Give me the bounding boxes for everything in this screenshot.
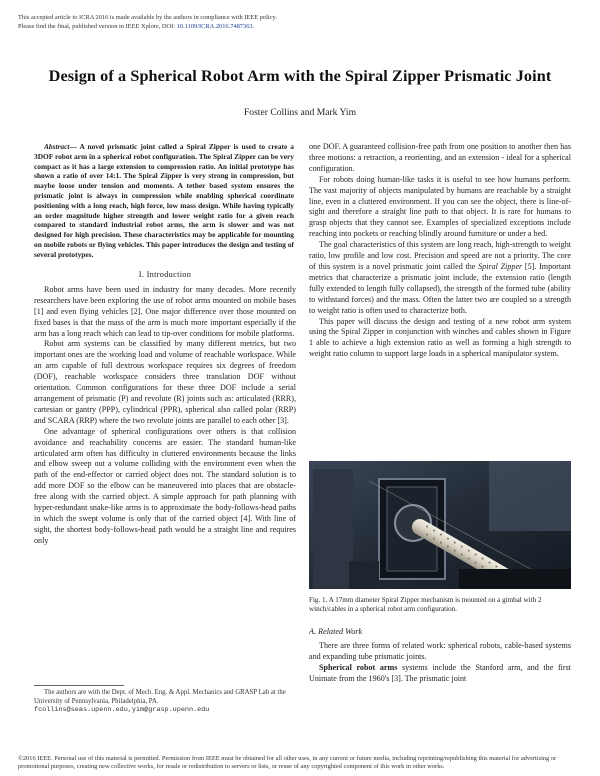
- related-paragraph-2-rest: systems include the Stanford arm, and the first Unimate from the 1960's [3]. The prismatic joint: [309, 662, 572, 683]
- figure-1-photo: [309, 461, 571, 589]
- figure-1-caption: Fig. 1. A 17mm diameter Spiral Zipper mechanism is mounted on a gimbal with 2 winch/cables in a spherical robot arm configuration.: [309, 596, 542, 613]
- paper-title: Design of a Spherical Robot Arm with the Spiral Zipper Prismatic Joint: [48, 67, 552, 85]
- publication-notice: [18, 13, 277, 31]
- author-footnote: [34, 685, 296, 715]
- copyright-footer: ©2016 IEEE. Personal use of this material is permitted. Permission from IEEE must be obtained for all other uses, in any current or future media, including reprinting/republishing this material for advertising or promotional purposes, creating new collective works, for resale or redistribution to servers or lists, or reuse of any copyrighted component of this work in other works.: [18, 755, 557, 771]
- right-paragraph-3-start: The goal characteristics of this system are long reach, high-strength to weight ratio, low profile and low cost. Precision and speed are not a priority. The core of this system is a novel prismatic joint called the: [309, 240, 571, 271]
- right-paragraph-1: one DOF. A guaranteed collision-free path from one position to another then has three motions: a retraction, a reorienting, and an extension - ideal for a spherical configuration.: [309, 142, 571, 173]
- right-paragraph-3-rest: [5]. Important metrics that characterize a prismatic joint include, the extension ratio (length fully extended to length fully collapsed), the strength of the formed tube (ability to withstand forces) and the mass. Often the latter two are coupled so a strength to weight ratio is often used to characterize both.: [309, 261, 571, 315]
- spherical-robot-arms-term: Spherical robot arms: [319, 662, 398, 672]
- subsection-related-work: A. Related Work: [309, 627, 363, 636]
- footnote-email[interactable]: fcollins@seas.upenn.edu,yim@grasp.upenn.edu: [34, 706, 210, 714]
- doi-link[interactable]: 10.1109/ICRA.2016.7487363.: [176, 23, 255, 30]
- notice-line-1: This accepted article to ICRA 2016 is made available by the authors in compliance with IEEE policy.: [18, 14, 277, 21]
- intro-paragraph-2: Robot arm systems can be classified by many different metrics, but two important ones are the working load and volume of reachable workspace. While an arm capable of full dextrous workspace requires six degrees of freedom (DOF), reachable workspace considers three translation DOF without orientation. Common configurations for these three DOF include a serial arrangement of prismatic (P) and revolute (R) joints such as: articulated (RRR), cartesian or gantry (PPP), cylindrical (PPR), spherical also called polar (RRP) and SCARA (RRP) where the two revolute joints are parallel to each other [3].: [34, 339, 296, 425]
- left-column: [34, 270, 296, 547]
- section-heading-introduction: I. Introduction: [138, 270, 192, 279]
- right-column: [309, 142, 571, 360]
- related-work-section: [309, 627, 571, 685]
- right-paragraph-3: [309, 240, 571, 316]
- robot-arm-photo-illustration: [309, 461, 571, 589]
- intro-paragraph-3: One advantage of spherical configurations over others is that collision avoidance and reachability concerns are easier. The standard human-like articulated arm often has difficulty in cluttered environments because the links and elbow sweep out a volume colliding with the environment even when the path of the end-effector or carried object does not. The standard solution is to add more DOF so the elbow can be maneuvered into places that are obstacle-free along with the carried object. A simple approach for path planning with hyper-redundant snake-like arms is to approximate the body-follows-head paths in which the swept volume is only that of the carried object [4]. With line of sight, the shortest body-follows-head path would be a straight line and requires only: [34, 426, 296, 545]
- notice-prefix: Please find the final, published version in IEEE Xplore, DOI:: [18, 23, 177, 30]
- related-paragraph-1: There are three forms of related work: spherical robots, cable-based systems and expanding tube prismatic joints.: [309, 640, 571, 661]
- spiral-zipper-term: Spiral Zipper: [478, 261, 523, 271]
- right-paragraph-4: This paper will discuss the design and testing of a new robot arm system using the Spiral Zipper in conjunction with winches and cables shown in Figure 1 able to achieve a high extension ratio as well as forming a high strength to weight ratio column to support large loads in a spherical manipulator system.: [309, 316, 571, 359]
- notice-line-2: [18, 22, 277, 31]
- related-paragraph-2: [309, 663, 571, 685]
- abstract-text: — A novel prismatic joint called a Spiral Zipper is used to create a 3DOF robot arm in a spherical robot configuration. The Spiral Zipper can be very compact as it has a large extension to compression ratio. An initial prototype has shown a ratio of over 14:1. The Spiral Zipper is very strong in compression, but maybe loose under tension and moments. A tether based system ensures the prismatic joint is always in compression while enabling spherical coordinate positioning with a long reach, high force, low mass design. While having typically an order magnitude higher strength and lower weight ratio for a given reach compared to standard industrial robot arms, the arm is slower and was not designed for high precision. These characteristics may be applicable for mounting on mobile robots or flying vehicles. This paper introduces the design and testing of several prototypes.: [34, 142, 294, 259]
- intro-paragraph-1: Robot arms have been used in industry for many decades. More recently researchers have been exploring the use of robot arms mounted on mobile bases [1] and even flying vehicles [2]. One major difference over those mounted on fixed bases is that the mass of the arm is much more important especially if the arm has a long reach which can lead to tip-over conditions for mobile platforms.: [34, 284, 296, 338]
- abstract-label: Abstract: [44, 142, 70, 151]
- footnote-rule: [34, 685, 124, 686]
- paper-authors: Foster Collins and Mark Yim: [243, 107, 357, 118]
- abstract: [34, 142, 294, 260]
- right-paragraph-2: For robots doing human-like tasks it is useful to see how humans perform. The vast majority of objects manipulated by humans are reachable by a straight line, even in a cluttered environment. If you can see the object, there is line-of-sight and therefore a straight line path to that object. It is rare for humans to grasp objects that they cannot see. Examples of specialized exceptions include reaching into pockets or reaching blindly around furniture or under a bed.: [309, 174, 571, 239]
- footnote-affiliation: The authors are with the Dept. of Mech. Eng. & Appl. Mechanics and GRASP Lab at the University of Pennsylvania, Philadelphia, PA.: [34, 689, 286, 705]
